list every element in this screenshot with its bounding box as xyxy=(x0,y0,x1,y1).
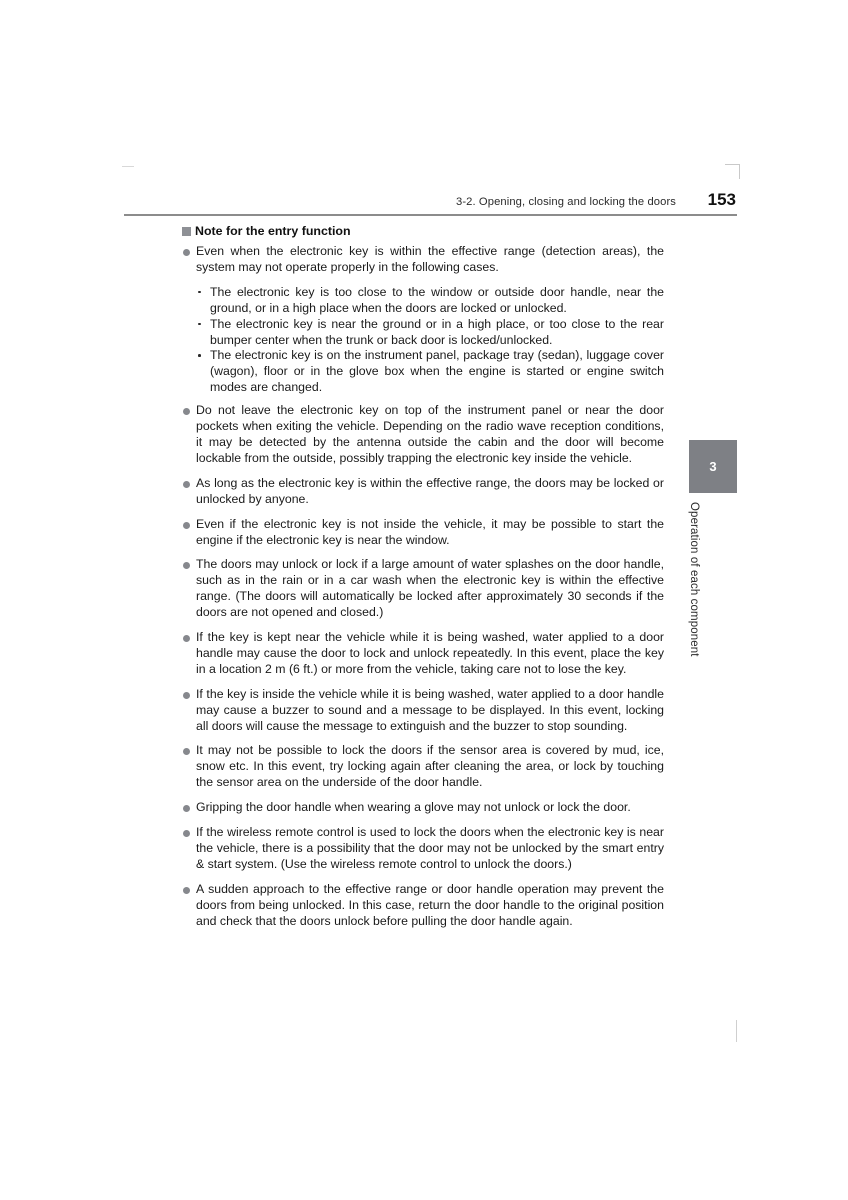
list-item-text: Gripping the door handle when wearing a glove may not unlock or lock the door. xyxy=(196,800,631,815)
crop-mark-top-left xyxy=(122,166,134,167)
list-item xyxy=(182,630,664,678)
list-item-text: If the key is kept near the vehicle while it is being washed, water applied to a door handle may cause the door to lock and unlock repeatedly. In this event, place the key in a location 2 m (6 ft.) or more from the vehicle, taking care not to lose the key. xyxy=(196,630,664,676)
list-item xyxy=(182,403,664,467)
list-item xyxy=(182,687,664,735)
sub-list-item xyxy=(194,317,664,349)
list-item-text: If the key is inside the vehicle while it is being washed, water applied to a door handle may cause a buzzer to sound and a message to be displayed. In this event, locking all doors will cause the message to extinguish and the buzzer to stop sounding. xyxy=(196,686,664,733)
header-section-title: 3-2. Opening, closing and locking the doors xyxy=(455,196,676,208)
bullet-dot-icon xyxy=(183,830,190,837)
list-item xyxy=(182,244,664,276)
section-heading-label: Note for the entry function xyxy=(195,224,351,238)
list-item xyxy=(182,517,664,549)
page-header xyxy=(124,190,736,210)
sub-list-item-text: The electronic key is too close to the window or outside door handle, near the ground, or in a high place when the doors are locked or unlocked. xyxy=(210,284,664,315)
sub-list-item-text: The electronic key is on the instrument panel, package tray (sedan), luggage cover (wagon), floor or in the glove box when the engine is started or engine switch modes are changed. xyxy=(210,348,664,395)
bullet-dot-icon xyxy=(183,562,190,569)
bullet-dot-icon xyxy=(183,249,190,256)
bullet-dot-icon xyxy=(183,522,190,529)
bullet-dot-icon xyxy=(183,408,190,415)
list-item-text: If the wireless remote control is used to lock the doors when the electronic key is near the vehicle, there is a possibility that the door may not be unlocked by the smart entry & start system. (Use the wireless remote control to unlock the doors.) xyxy=(196,825,664,871)
list-item-text: Even if the electronic key is not inside the vehicle, it may be possible to start the engine if the electronic key is near the window. xyxy=(196,516,664,547)
bullet-dot-icon xyxy=(183,805,190,812)
list-item xyxy=(182,825,664,873)
bullet-dot-icon xyxy=(183,748,190,755)
header-divider xyxy=(124,214,737,216)
chapter-thumb-tab xyxy=(689,440,737,493)
section-heading xyxy=(182,224,664,238)
sub-list-item xyxy=(194,348,664,396)
list-item xyxy=(182,476,664,508)
bullet-dot-icon xyxy=(183,887,190,894)
list-item-text: A sudden approach to the effective range or door handle operation may prevent the doors from being unlocked. In this case, return the door handle to the original position and check that the doors unlock before pulling the door handle again. xyxy=(196,881,664,928)
chapter-title-vertical: Operation of each component xyxy=(688,502,700,657)
sub-bullet-dot-icon xyxy=(198,323,201,326)
crop-mark-bottom-right xyxy=(736,1020,737,1042)
list-item xyxy=(182,743,664,791)
sub-list-item xyxy=(194,285,664,317)
list-item-text: Do not leave the electronic key on top of the instrument panel or near the door pockets when exiting the vehicle. Depending on the radio wave reception conditions, it may be detected by the antenna outside the cabin and the door will become lockable from the outside, possibly trapping the electronic key inside the vehicle. xyxy=(196,403,664,465)
list-item-text: The doors may unlock or lock if a large amount of water splashes on the door handle, such as in the rain or in a car wash when the electronic key is within the effective range. (The doors will automatically be locked after approximately 30 seconds if the doors are not opened and closed.) xyxy=(196,557,664,620)
sub-bullet-dot-icon xyxy=(198,354,201,357)
list-item xyxy=(182,557,664,621)
list-item xyxy=(182,800,664,816)
bullet-dot-icon xyxy=(183,481,190,488)
chapter-number: 3 xyxy=(709,459,717,474)
list-item-text: Even when the electronic key is within the effective range (detection areas), the system may not operate properly in the following cases. xyxy=(196,244,664,274)
bullet-dot-icon xyxy=(183,692,190,699)
page-content xyxy=(182,224,664,930)
list-item-text: As long as the electronic key is within the effective range, the doors may be locked or unlocked by anyone. xyxy=(196,475,664,506)
square-marker-icon xyxy=(182,227,191,236)
bullet-dot-icon xyxy=(183,635,190,642)
list-item-text: It may not be possible to lock the doors if the sensor area is covered by mud, ice, snow etc. In this event, try locking again after cleaning the area, or lock by touching the sensor area on the underside of the door handle. xyxy=(196,743,664,790)
crop-mark-top-right xyxy=(725,164,740,179)
sub-bullet-dot-icon xyxy=(198,291,201,294)
page-number: 153 xyxy=(707,190,736,209)
sub-list-item-text: The electronic key is near the ground or in a high place, or too close to the rear bumper center when the trunk or back door is locked/unlocked. xyxy=(210,316,664,347)
sub-bullet-list xyxy=(182,285,664,396)
bullet-list xyxy=(182,244,664,930)
list-item xyxy=(182,882,664,930)
